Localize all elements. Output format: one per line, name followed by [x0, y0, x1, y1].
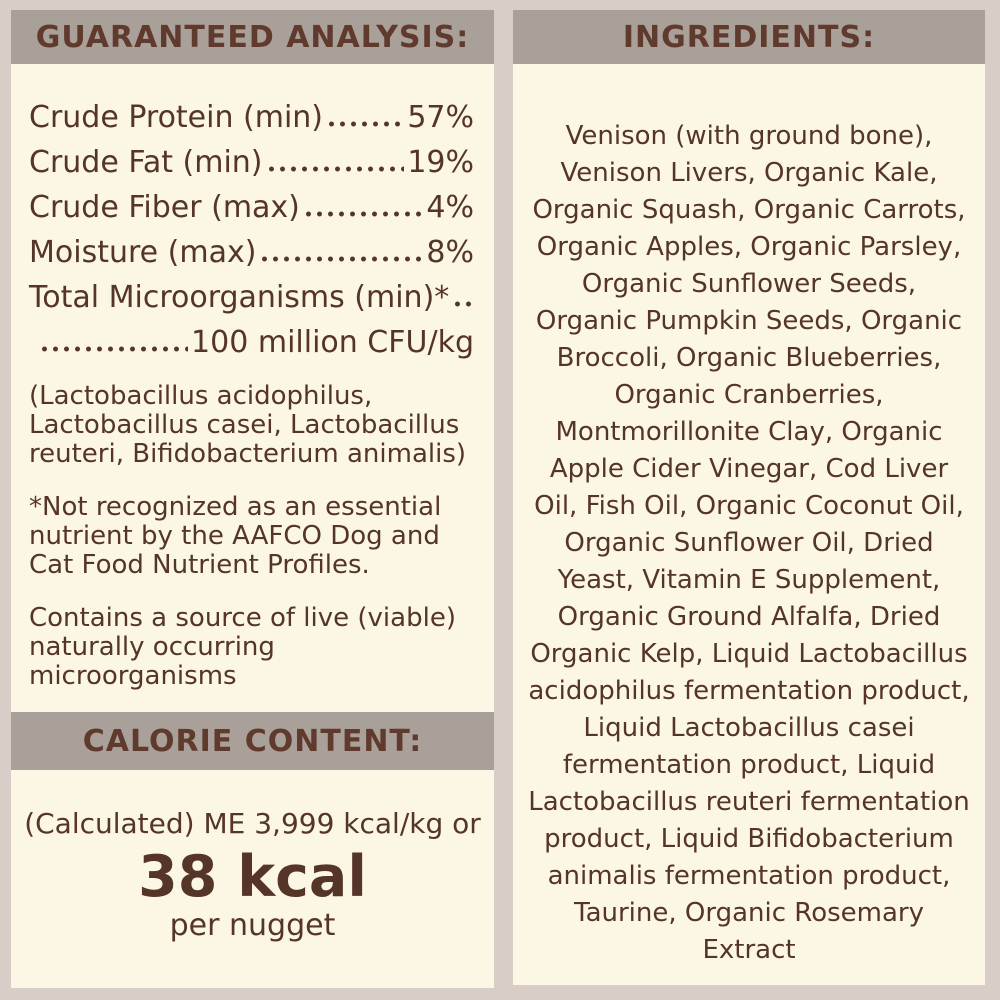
ingredients-list: Venison (with ground bone), Venison Livers, Organic Kale, Organic Squash, Organic Carrots, Organic Apples, Organic Parsley, Organic Sunflower Seeds, Organic Pumpkin Seeds, Organic Broccoli, Organic Blueberries, Organic Cranberries, Montmorillonite Clay, Organic Apple Cider Vinegar, Cod Liver Oil, Fish Oil, Organic Coconut Oil, Organic Sunflower Oil, Dried Yeast, Vitamin E Supplement, Organic Ground Alfalfa, Dried Organic Kelp, Liquid Lactobacillus acidophilus fermentation product, Liquid Lactobacillus casei fermentation product, Liquid Lactobacillus reuteri fermentation product, Liquid Bifidobacterium animalis fermentation product, Taurine, Organic Rosemary Extract [528, 121, 970, 965]
ga-row-label: Moisture (max) [29, 235, 257, 270]
ga-row-microorganisms-value [29, 327, 474, 358]
ga-row-label: Total Microorganisms (min)* [29, 280, 450, 315]
dot-leader [266, 165, 405, 173]
ga-row-label: Crude Fat (min) [29, 145, 263, 180]
calorie-content-title: CALORIE CONTENT: [82, 723, 423, 759]
dot-leader [303, 210, 424, 218]
calorie-per-unit: per nugget [169, 908, 336, 943]
ga-row-crude-protein [29, 102, 474, 133]
dot-leader [452, 300, 471, 308]
ga-row-crude-fat [29, 147, 474, 178]
ga-row-value: 57% [407, 100, 474, 135]
calorie-content-header [11, 712, 494, 770]
guaranteed-analysis-title: GUARANTEED ANALYSIS: [35, 19, 470, 55]
calorie-kcal-value: 38 kcal [138, 844, 367, 910]
guaranteed-analysis-panel [11, 64, 494, 712]
ga-row-total-microorganisms [29, 282, 474, 313]
ga-row-value: 19% [407, 145, 474, 180]
calorie-calculated-line: (Calculated) ME 3,999 kcal/kg or [24, 807, 481, 840]
ga-row-crude-fiber [29, 192, 474, 223]
ga-row-value: 100 million CFU/kg [191, 325, 474, 360]
ga-row-label: Crude Protein (min) [29, 100, 324, 135]
guaranteed-analysis-header [11, 10, 494, 64]
dot-leader [326, 120, 404, 128]
dot-leader [39, 345, 188, 353]
ingredients-title: INGREDIENTS: [622, 19, 876, 55]
ga-row-moisture [29, 237, 474, 268]
dot-leader [259, 255, 423, 263]
calorie-content-panel [11, 770, 494, 988]
ingredients-column [513, 10, 985, 985]
aafco-footnote: *Not recognized as an essential nutrient by the AAFCO Dog and Cat Food Nutrient Profiles. [29, 492, 442, 580]
ga-row-label: Crude Fiber (max) [29, 190, 300, 225]
ga-row-value: 8% [426, 235, 474, 270]
ga-row-value: 4% [426, 190, 474, 225]
ingredients-header [513, 10, 985, 64]
live-microorganisms-note: Contains a source of live (viable) naturally occurring microorganisms [29, 603, 456, 691]
guaranteed-analysis-column [11, 10, 494, 988]
ingredients-panel [513, 64, 985, 985]
microorganism-species-note: (Lactobacillus acidophilus, Lactobacillus casei, Lactobacillus reuteri, Bifidobacterium animalis) [29, 381, 467, 469]
